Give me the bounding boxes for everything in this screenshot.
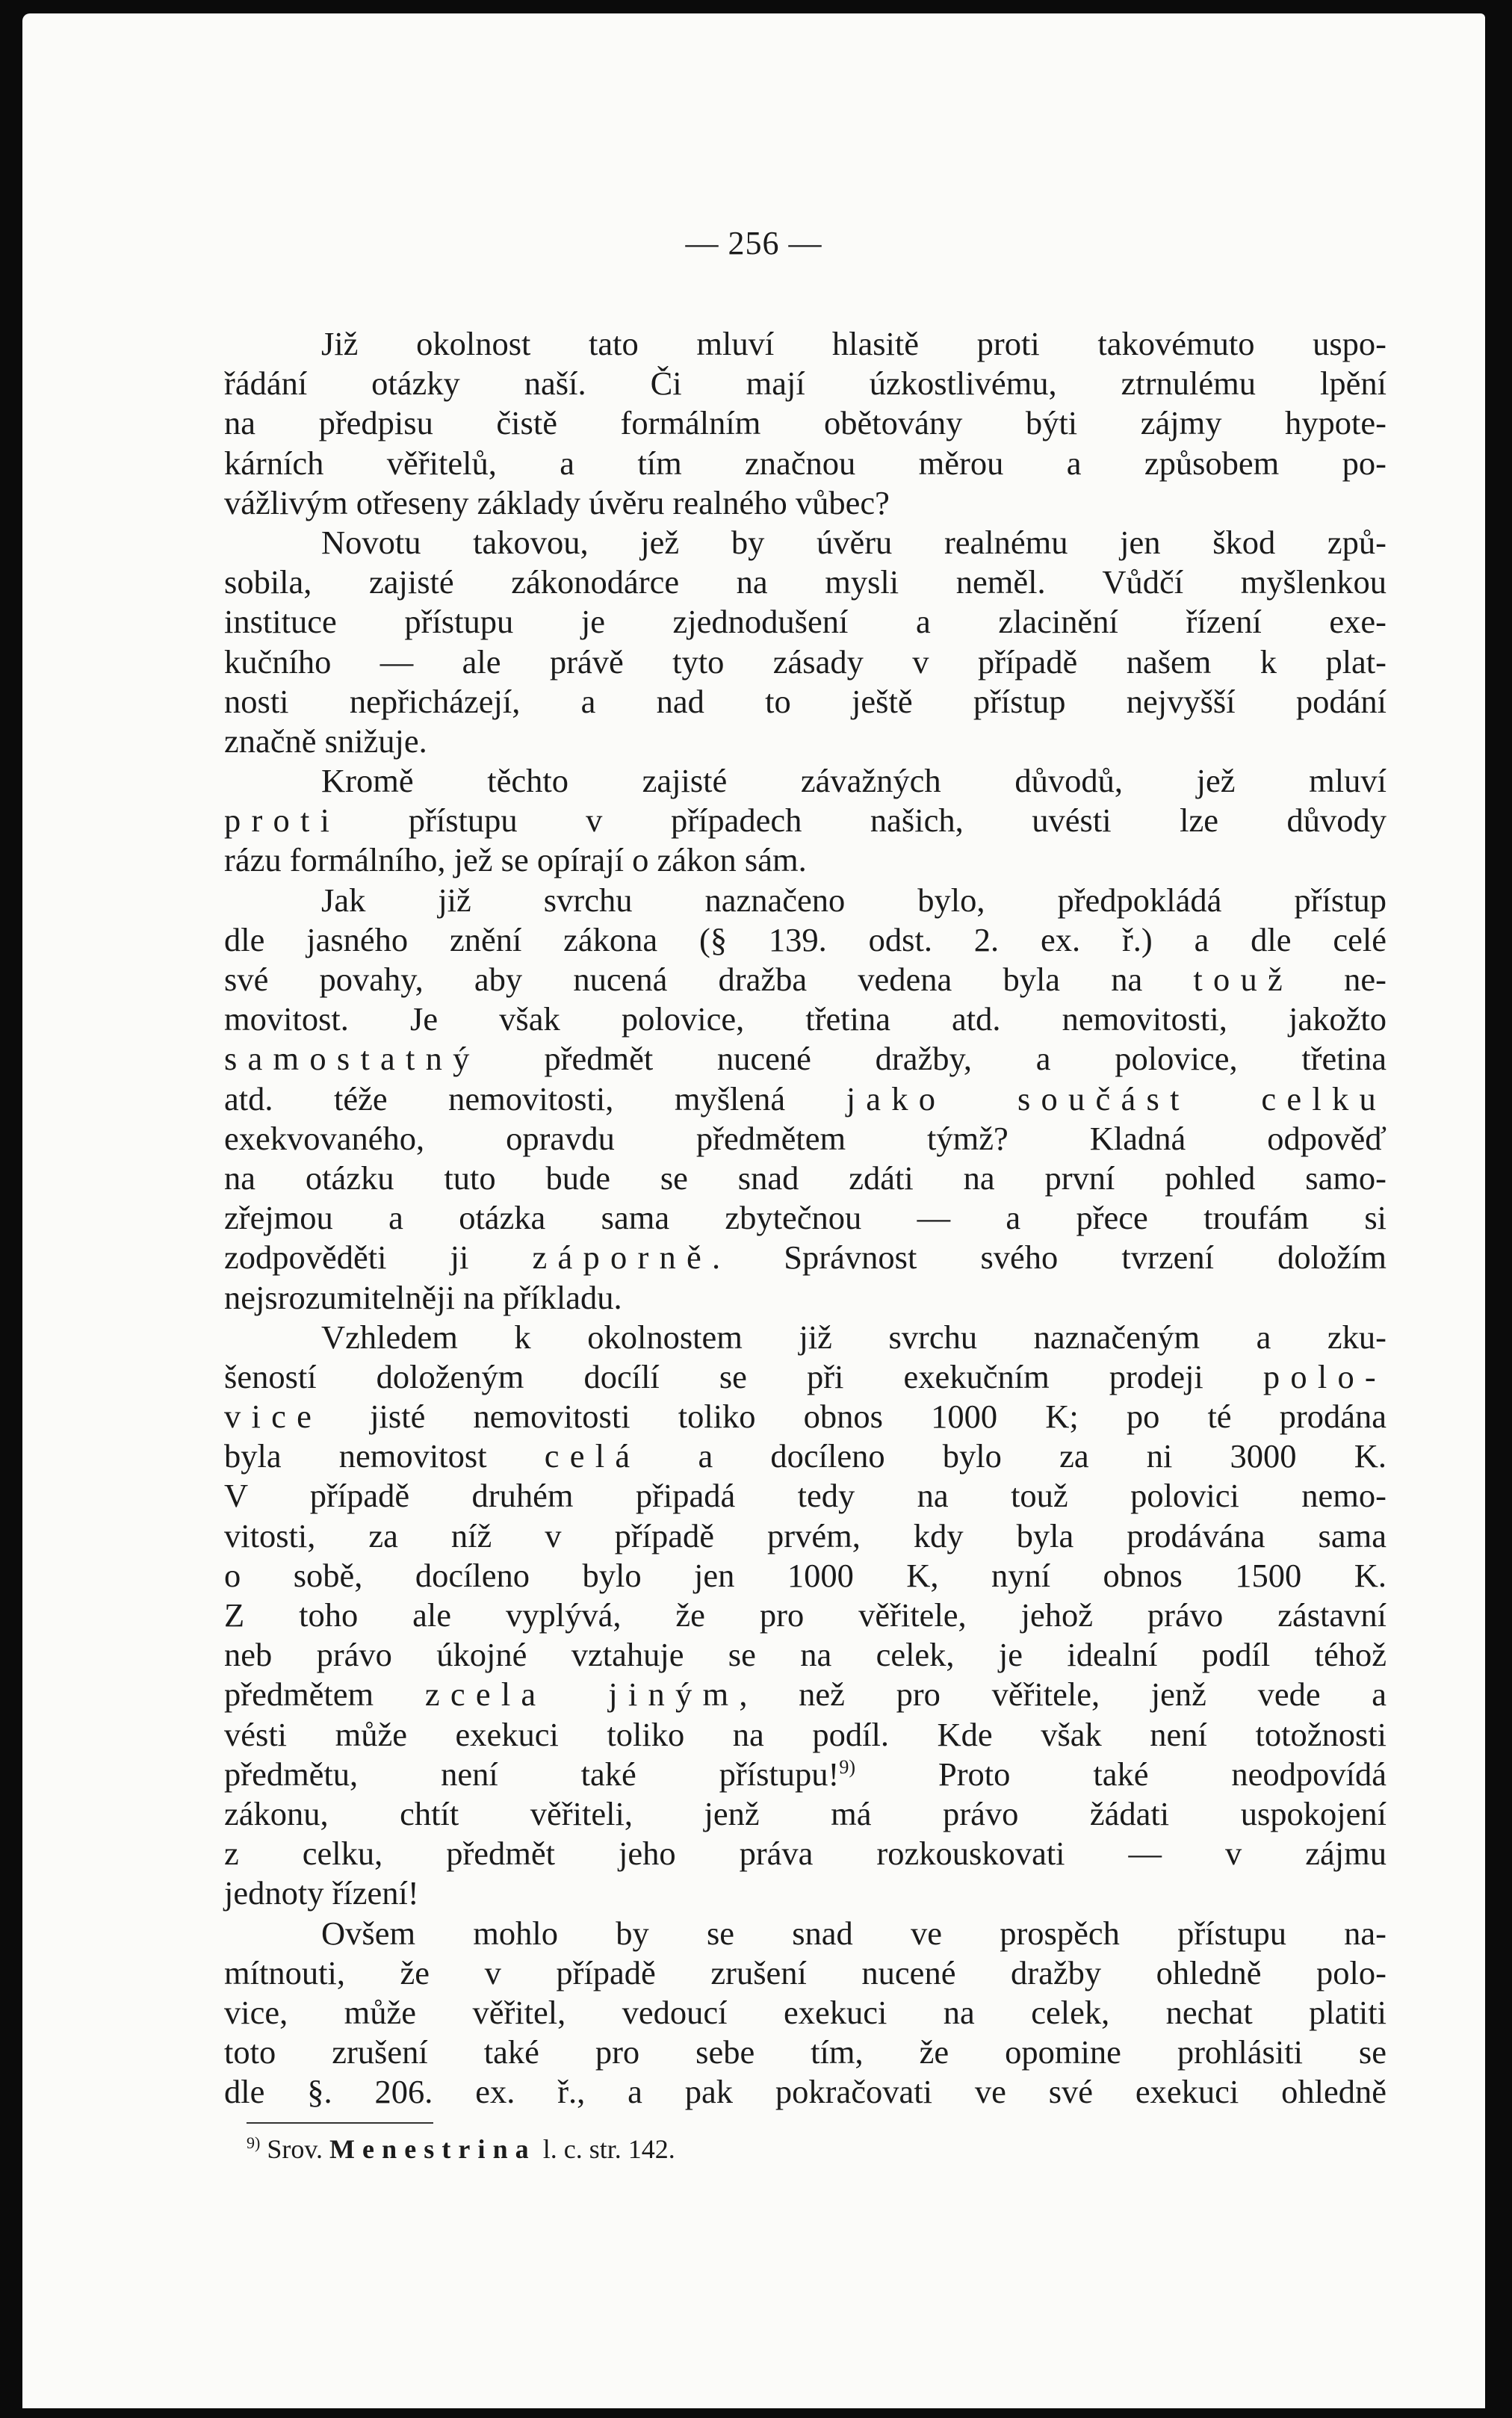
text-line: toto zrušení také pro sebe tím, že opomine prohlásiti se (224, 2033, 1386, 2071)
text-fragment: své povahy, aby nucená dražba vedena byla na (224, 961, 1194, 998)
text-line: vážlivým otřeseny základy úvěru realného vůbec? (224, 483, 890, 521)
emphasized-text: jako součást celku (846, 1079, 1386, 1117)
text-line: kučního — ale právě tyto zásady v případě našem k plat- (224, 642, 1386, 681)
footnote (247, 2133, 675, 2165)
text-fragment: přístupu v případech našich, uvésti lze důvody (340, 802, 1386, 840)
text-line: exekvovaného, opravdu předmětem týmž? Kladná odpověď (224, 1119, 1386, 1157)
text-line (224, 1436, 1386, 1476)
text-line: Ovšem mohlo by se snad ve prospěch přístupu na- (321, 1914, 1386, 1952)
text-line: o sobě, docíleno bylo jen 1000 K, nyní obnos 1500 K. (224, 1556, 1386, 1594)
text-fragment: atd. téže nemovitosti, myšlená (224, 1079, 846, 1117)
text-line: Již okolnost tato mluví hlasitě proti takovémuto uspo- (321, 325, 1386, 362)
text-line: zákonu, chtít věřiteli, jenž má právo žádati uspokojení (224, 1794, 1386, 1832)
emphasized-text: touž (1193, 961, 1293, 998)
footnote-reference: l. c. str. 142. (542, 2134, 675, 2164)
emphasized-text: vice (224, 1398, 323, 1436)
text-line: V případě druhém připadá tedy na touž polovici nemo- (224, 1477, 1386, 1515)
text-line: značně snižuje. (224, 722, 427, 760)
text-line: Z toho ale vyplývá, že pro věřitele, jehož právo zástavní (224, 1596, 1386, 1634)
emphasized-text: samostatný (224, 1040, 480, 1078)
text-line: jednoty řízení! (224, 1874, 419, 1912)
text-line (224, 1357, 1386, 1397)
text-line: neb právo úkojné vztahuje se na celek, je idealní podíl téhož (224, 1636, 1386, 1674)
text-line: kárních věřitelů, a tím značnou měrou a způsobem po- (224, 444, 1386, 482)
text-line: zřejmou a otázka sama zbytečnou — a přece troufám si (224, 1199, 1386, 1237)
emphasized-text: celá (544, 1437, 641, 1475)
text-line (224, 1675, 1386, 1714)
text-line: vice, může věřitel, vedoucí exekuci na celek, nechat platiti (224, 1993, 1386, 2031)
text-line (224, 1039, 1386, 1079)
body-text (224, 324, 1386, 2112)
text-line: řádání otázky naší. Či mají úzkostlivému, ztrnulému lpění (224, 365, 1386, 403)
footnote-reference-mark: 9) (839, 1755, 856, 1778)
text-line: sobila, zajisté zákonodárce na mysli neměl. Vůdčí myšlenkou (224, 563, 1386, 601)
text-line (224, 1755, 1386, 1794)
text-fragment: , než pro věřitele, jenž vede a (739, 1675, 1386, 1714)
text-line: z celku, předmět jeho práva rozkouskovati — v zájmu (224, 1835, 1386, 1873)
emphasized-text: zcela jiným (424, 1675, 740, 1714)
text-line (224, 960, 1386, 999)
text-line (224, 1397, 1386, 1436)
emphasized-text: proti (224, 802, 341, 840)
text-fragment: Proto také neodpovídá (855, 1755, 1386, 1793)
text-line: vésti může exekuci toliko na podíl. Kde však není totožnosti (224, 1715, 1386, 1753)
text-line: instituce přístupu je zjednodušení a zlacinění řízení exe- (224, 603, 1386, 641)
text-line (224, 1238, 1386, 1277)
text-fragment: . Správnost svého tvrzení doložím (712, 1239, 1386, 1277)
text-line: dle jasného znění zákona (§ 139. odst. 2. ex. ř.) a dle celé (224, 920, 1386, 958)
text-line: Kromě těchto zajisté závažných důvodů, jež mluví (321, 762, 1386, 800)
text-line: nejsrozumitelněji na příkladu. (224, 1278, 622, 1316)
text-line: na otázku tuto bude se snad zdáti na první pohled samo- (224, 1159, 1386, 1197)
footnote-marker: 9) (247, 2133, 261, 2152)
footnote-prefix: Srov. (267, 2134, 323, 2164)
text-line: vitosti, za níž v případě prvém, kdy byla prodávána sama (224, 1516, 1386, 1554)
text-line (224, 801, 1386, 840)
text-fragment: a docíleno bylo za ni 3000 K. (640, 1437, 1386, 1475)
text-fragment: předmětem (224, 1675, 425, 1714)
page-number: — 256 — (685, 225, 822, 261)
text-line: rázu formálního, jež se opírají o zákon sám. (224, 841, 807, 879)
text-line: dle §. 206. ex. ř., a pak pokračovati ve své exekuci ohledně (224, 2073, 1386, 2111)
text-fragment: zodpověděti ji (224, 1239, 533, 1277)
text-line: movitost. Je však polovice, třetina atd. nemovitosti, jakožto (224, 1000, 1386, 1038)
text-fragment: šeností doloženým docílí se při exekučním prodeji (224, 1357, 1263, 1395)
footnote-rule (247, 2122, 433, 2124)
text-line: mítnouti, že v případě zrušení nucené dražby ohledně polo- (224, 1953, 1386, 1991)
text-fragment: předmětu, není také přístupu! (224, 1755, 840, 1793)
text-line: Novotu takovou, jež by úvěru realnému jen škod způ- (321, 523, 1386, 561)
text-line (224, 1079, 1386, 1119)
text-line: na předpisu čistě formálním obětovány býti zájmy hypote- (224, 404, 1386, 442)
text-line: Jak již svrchu naznačeno bylo, předpokládá přístup (321, 881, 1386, 919)
text-fragment: ne- (1292, 961, 1386, 998)
text-line: Vzhledem k okolnostem již svrchu naznačeným a zku- (321, 1318, 1386, 1356)
footnote-author: Menestrina (329, 2134, 536, 2164)
text-fragment: byla nemovitost (224, 1437, 545, 1475)
book-page (22, 13, 1485, 2408)
emphasized-text: polo- (1262, 1357, 1386, 1395)
text-fragment: předmět nucené dražby, a polovice, třetina (480, 1040, 1386, 1078)
text-fragment: jisté nemovitosti toliko obnos 1000 K; po té prodána (322, 1398, 1386, 1436)
text-line: nosti nepřicházejí, a nad to ještě přístup nejvyšší podání (224, 682, 1386, 720)
emphasized-text: záporně (532, 1239, 713, 1277)
